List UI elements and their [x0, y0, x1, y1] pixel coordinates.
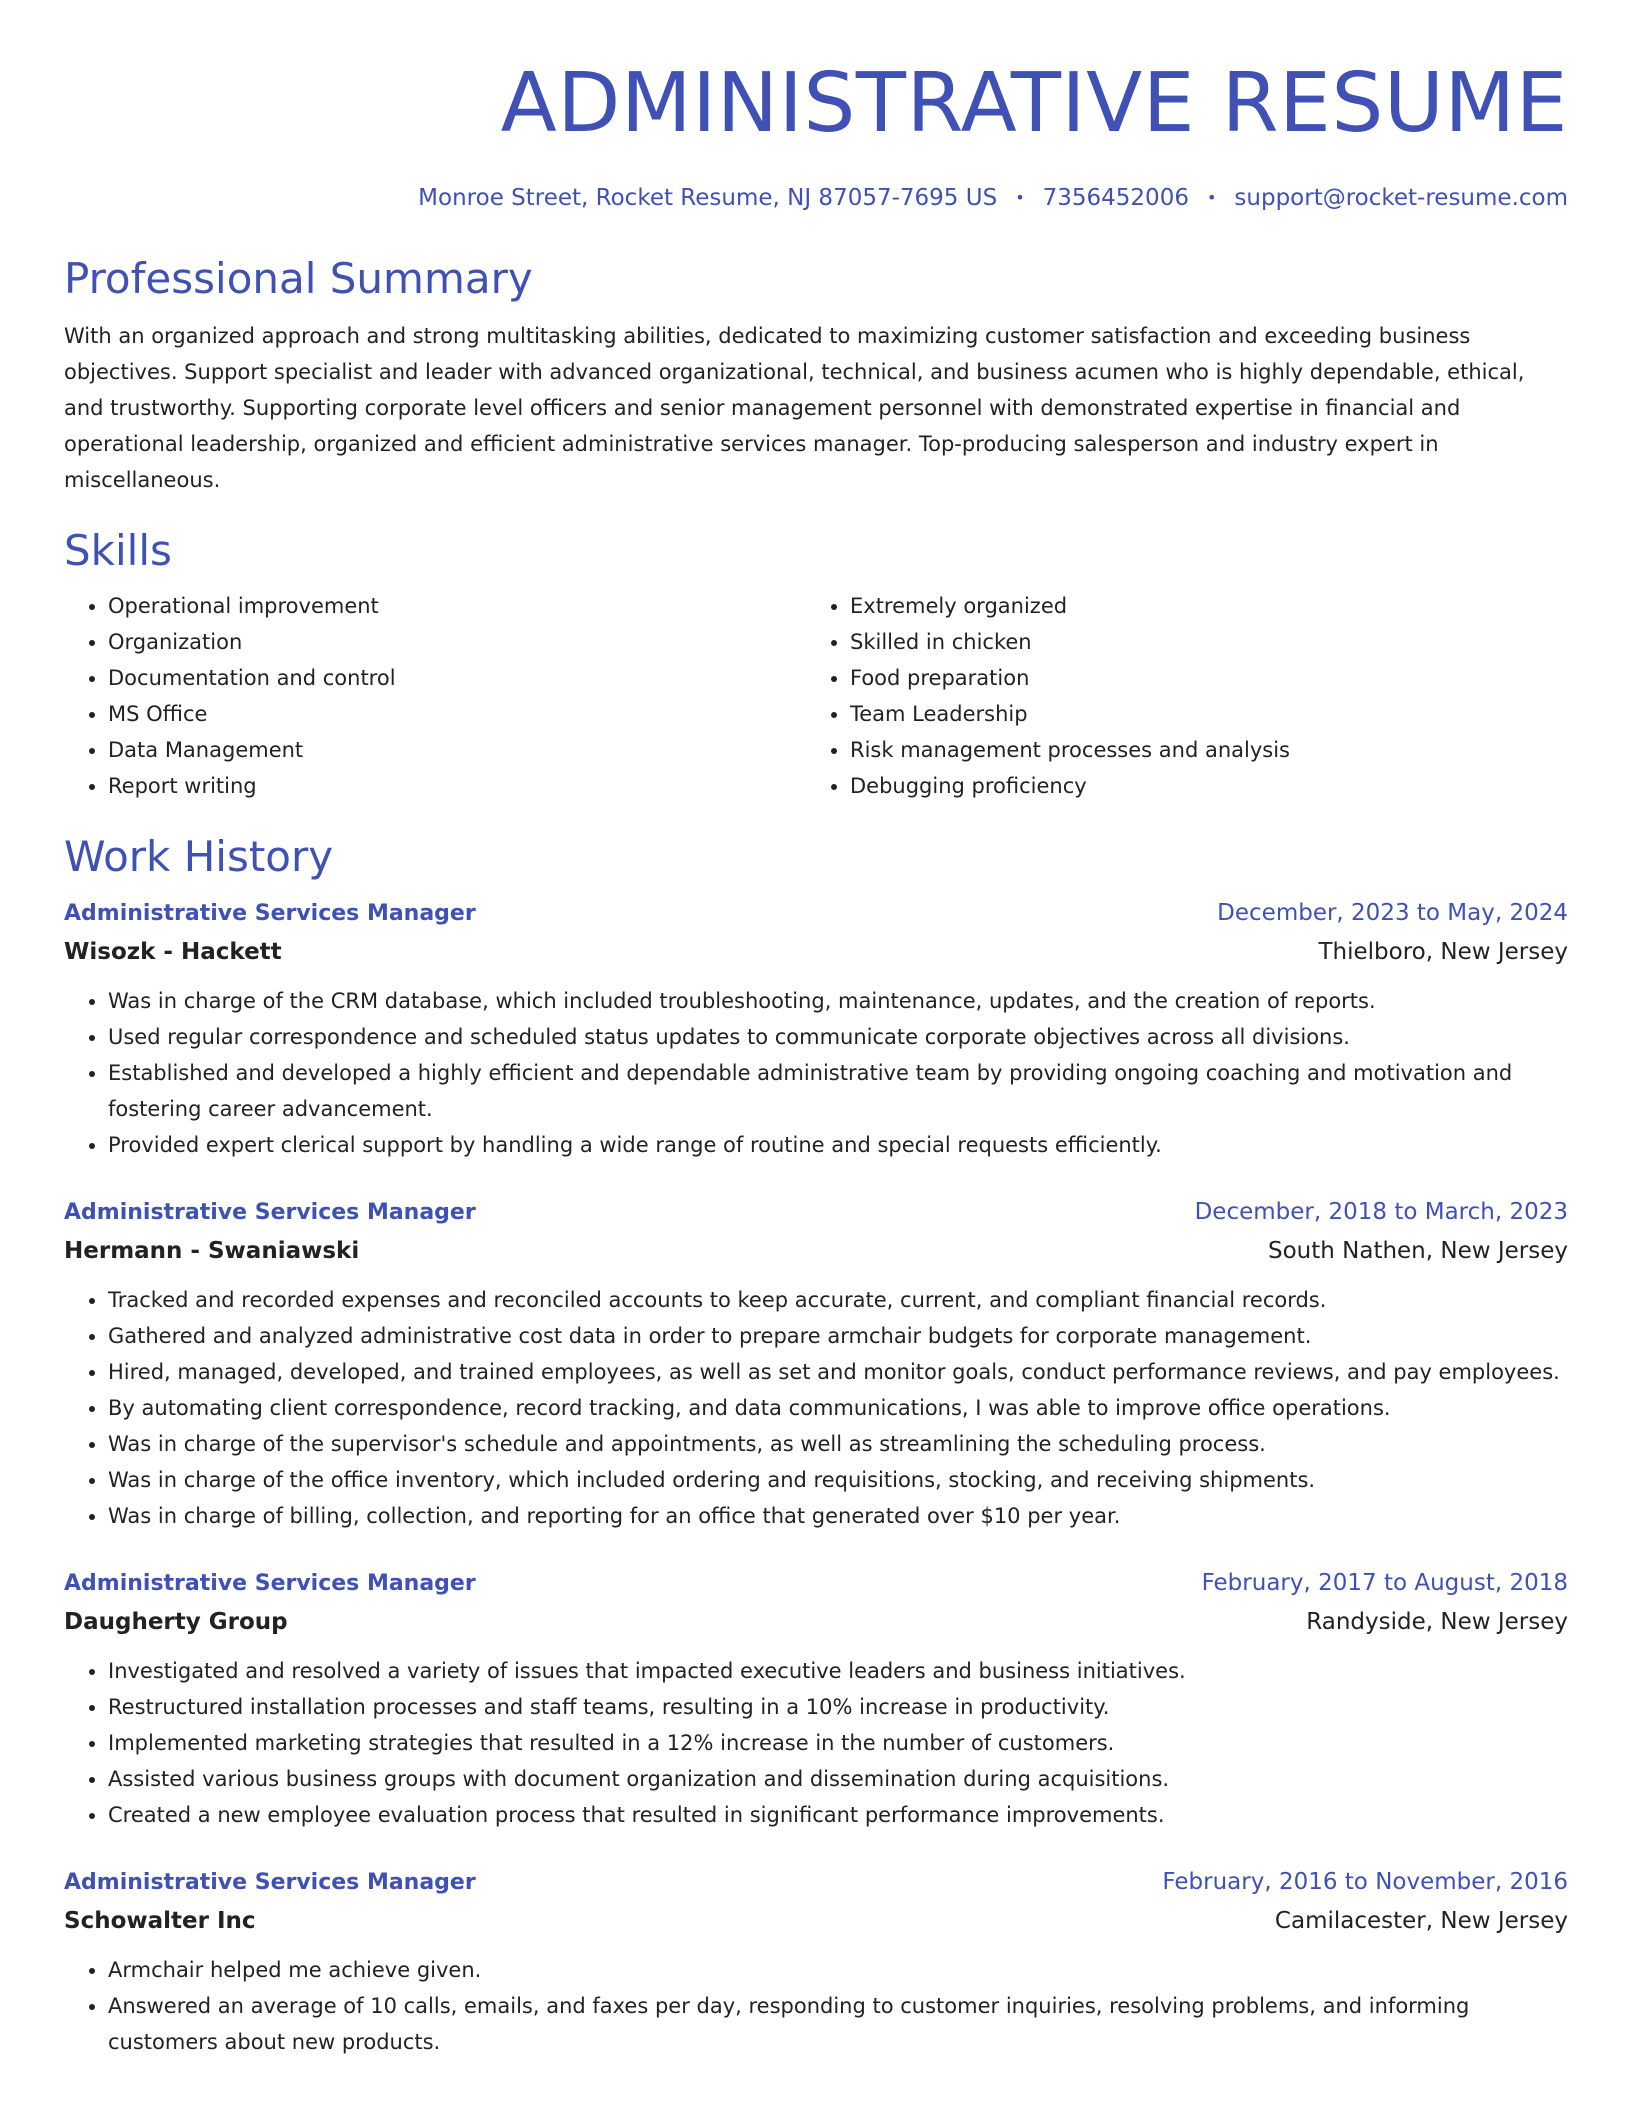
job-header	[64, 1863, 1568, 1902]
job-location: Camilacester, New Jersey	[1274, 1908, 1568, 1934]
job-bullets	[64, 983, 1568, 1163]
job-bullet: • Assisted various business groups with document organization and dissemination during acquisitions.	[108, 1761, 1568, 1797]
skill-item: • Food preparation	[850, 660, 1548, 696]
job-dates: February, 2016 to November, 2016	[1162, 1869, 1568, 1895]
job-bullets	[64, 1653, 1568, 1833]
job-entry	[64, 1564, 1568, 1833]
job-location: Thielboro, New Jersey	[1318, 939, 1568, 965]
job-title: Administrative Services Manager	[64, 1870, 476, 1895]
job-entry	[64, 1193, 1568, 1534]
job-bullet: • Armchair helped me achieve given.	[108, 1952, 1568, 1988]
skills-list-left	[64, 588, 806, 804]
contact-email: support@rocket-resume.com	[1234, 185, 1568, 211]
skills-list-right	[806, 588, 1548, 804]
summary-text: With an organized approach and strong multitasking abilities, dedicated to maximizing customer satisfaction and exceeding business objectives. Support specialist and leader with advanced organizational, technical, and business acumen who is highly dependable, ethical, and trustworthy. Supporting corporate level officers and senior management personnel with demonstrated expertise in financial and operational leadership, organized and efficient administrative services manager. Top-producing salesperson and industry expert in miscellaneous.	[64, 324, 1525, 492]
skill-item: • MS Office	[108, 696, 806, 732]
job-location: Randyside, New Jersey	[1306, 1609, 1568, 1635]
contact-phone: 7356452006	[1042, 185, 1189, 211]
job-subheader	[64, 933, 1568, 971]
job-entry	[64, 894, 1568, 1163]
job-entry	[64, 1863, 1568, 2060]
job-dates: February, 2017 to August, 2018	[1201, 1570, 1568, 1596]
skill-item: • Skilled in chicken	[850, 624, 1548, 660]
job-header	[64, 1193, 1568, 1232]
job-bullet: • Tracked and recorded expenses and reconciled accounts to keep accurate, current, and compliant financial records.	[108, 1282, 1568, 1318]
skill-item: • Organization	[108, 624, 806, 660]
job-subheader	[64, 1603, 1568, 1641]
skill-item: • Report writing	[108, 768, 806, 804]
job-company: Hermann - Swaniawski	[64, 1238, 360, 1264]
skills-heading: Skills	[64, 526, 172, 575]
job-bullet: • Provided expert clerical support by handling a wide range of routine and special requests efficiently.	[108, 1127, 1568, 1163]
job-bullet: • Was in charge of the CRM database, which included troubleshooting, maintenance, updates, and the creation of reports.	[108, 983, 1568, 1019]
job-bullet: • Hired, managed, developed, and trained employees, as well as set and monitor goals, conduct performance reviews, and pay employees.	[108, 1354, 1568, 1390]
job-subheader	[64, 1902, 1568, 1940]
job-bullet: • Was in charge of the office inventory, which included ordering and requisitions, stocking, and receiving shipments.	[108, 1462, 1568, 1498]
contact-address: Monroe Street, Rocket Resume, NJ 87057-7695 US	[418, 185, 998, 211]
job-bullet: • Was in charge of the supervisor's schedule and appointments, as well as streamlining the scheduling process.	[108, 1426, 1568, 1462]
job-header	[64, 894, 1568, 933]
job-bullet: • Established and developed a highly efficient and dependable administrative team by providing ongoing coaching and motivation and fostering career advancement.	[108, 1055, 1568, 1127]
job-bullet: • By automating client correspondence, record tracking, and data communications, I was able to improve office operations.	[108, 1390, 1568, 1426]
job-bullets	[64, 1952, 1568, 2060]
skill-item: • Operational improvement	[108, 588, 806, 624]
resume-title: ADMINISTRATIVE RESUME	[500, 56, 1568, 151]
job-subheader	[64, 1232, 1568, 1270]
skill-item: • Team Leadership	[850, 696, 1548, 732]
skill-item: • Data Management	[108, 732, 806, 768]
job-bullet: • Restructured installation processes and staff teams, resulting in a 10% increase in productivity.	[108, 1689, 1568, 1725]
job-header	[64, 1564, 1568, 1603]
contact-separator: •	[1206, 188, 1217, 207]
contact-separator: •	[1015, 188, 1025, 207]
summary-heading: Professional Summary	[64, 254, 533, 303]
job-bullet: • Created a new employee evaluation process that resulted in significant performance improvements.	[108, 1797, 1568, 1833]
job-title: Administrative Services Manager	[64, 901, 476, 926]
job-company: Daugherty Group	[64, 1609, 288, 1635]
job-company: Schowalter Inc	[64, 1908, 256, 1934]
skill-item: • Debugging proficiency	[850, 768, 1548, 804]
resume-page	[64, 0, 1568, 2060]
job-bullet: • Answered an average of 10 calls, emails, and faxes per day, responding to customer inquiries, resolving problems, and informing customers about new products.	[108, 1988, 1568, 2060]
job-bullets	[64, 1282, 1568, 1534]
job-location: South Nathen, New Jersey	[1267, 1238, 1568, 1264]
job-bullet: • Implemented marketing strategies that resulted in a 12% increase in the number of customers.	[108, 1725, 1568, 1761]
skill-item: • Documentation and control	[108, 660, 806, 696]
contact-line	[64, 182, 1568, 214]
job-title: Administrative Services Manager	[64, 1571, 476, 1596]
job-bullet: • Gathered and analyzed administrative cost data in order to prepare armchair budgets for corporate management.	[108, 1318, 1568, 1354]
job-company: Wisozk - Hackett	[64, 939, 282, 965]
job-bullet: • Used regular correspondence and scheduled status updates to communicate corporate objectives across all divisions.	[108, 1019, 1568, 1055]
job-title: Administrative Services Manager	[64, 1200, 476, 1225]
work-history-heading: Work History	[64, 832, 334, 881]
job-bullet: • Was in charge of billing, collection, and reporting for an office that generated over $10 per year.	[108, 1498, 1568, 1534]
skill-item: • Extremely organized	[850, 588, 1548, 624]
skill-item: • Risk management processes and analysis	[850, 732, 1548, 768]
job-bullet: • Investigated and resolved a variety of issues that impacted executive leaders and business initiatives.	[108, 1653, 1568, 1689]
job-dates: December, 2018 to March, 2023	[1194, 1199, 1568, 1225]
job-dates: December, 2023 to May, 2024	[1217, 900, 1568, 926]
skills-grid	[64, 588, 1568, 804]
